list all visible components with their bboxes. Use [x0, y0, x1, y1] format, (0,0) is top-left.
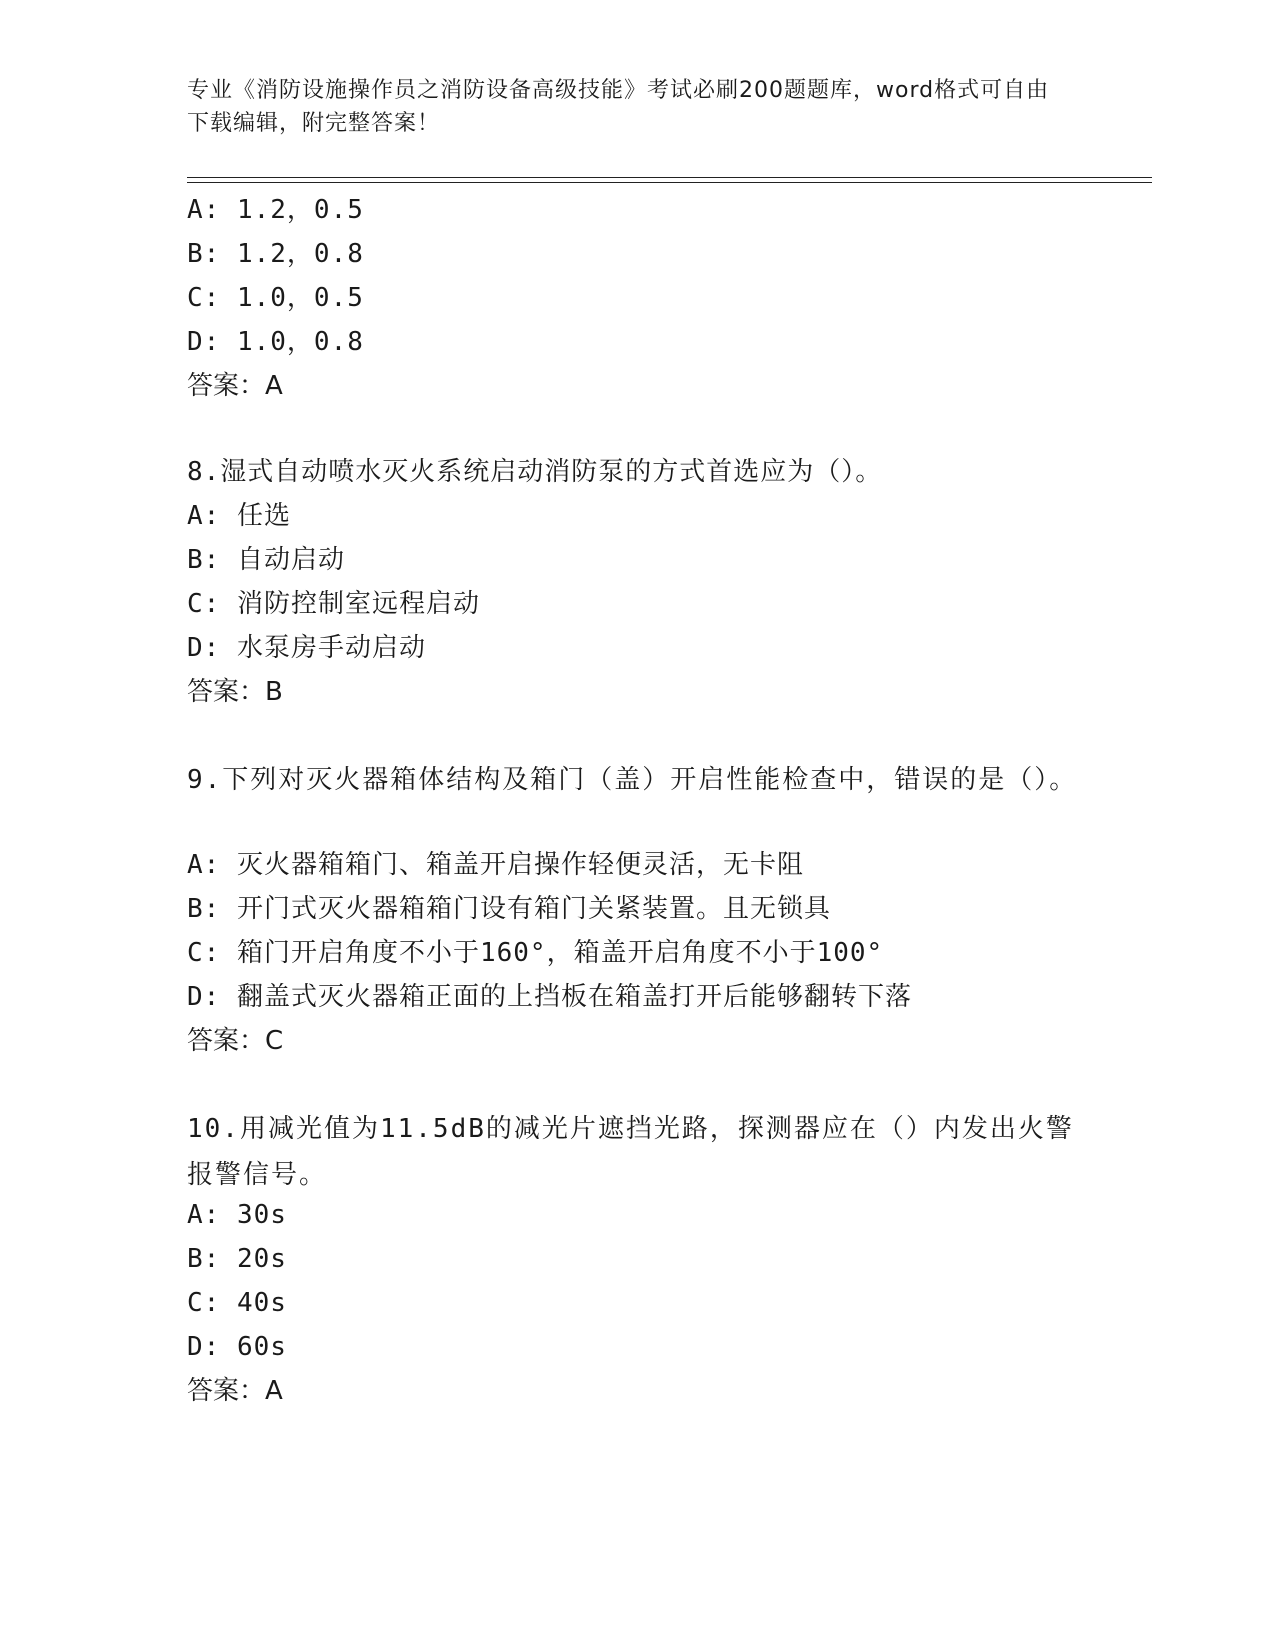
q9-answer: 答案：C: [187, 1026, 284, 1056]
header-rule-bottom: [187, 182, 1152, 183]
q9-option-c: C: 箱门开启角度不小于160°，箱盖开启角度不小于100°: [187, 938, 884, 968]
document-header: 专业《消防设施操作员之消防设备高级技能》考试必刷200题题库，word格式可自由下载编辑，附完整答案！: [187, 78, 1050, 136]
q9-option-b: B: 开门式灭火器箱箱门设有箱门关紧装置。且无锁具: [187, 894, 831, 924]
q10-option-d: D: 60s: [187, 1332, 287, 1362]
q8-answer: 答案：B: [187, 677, 283, 707]
q10-answer: 答案：A: [187, 1376, 283, 1406]
q10-option-c: C: 40s: [187, 1288, 287, 1318]
q7-option-b: B: 1.2，0.8: [187, 239, 364, 269]
q8-stem: 8.湿式自动喷水灭火系统启动消防泵的方式首选应为（）。: [187, 457, 883, 487]
q7-answer: 答案：A: [187, 371, 283, 401]
q8-option-c: C: 消防控制室远程启动: [187, 589, 480, 619]
q10-option-b: B: 20s: [187, 1244, 287, 1274]
q7-option-c: C: 1.0，0.5: [187, 283, 364, 313]
q8-option-a: A: 任选: [187, 501, 291, 531]
q9-option-d: D: 翻盖式灭火器箱正面的上挡板在箱盖打开后能够翻转下落: [187, 982, 912, 1012]
q7-option-a: A: 1.2，0.5: [187, 195, 364, 225]
header-rule-top: [187, 177, 1152, 178]
q9-stem: 9.下列对灭火器箱体结构及箱门（盖）开启性能检查中，错误的是（）。: [187, 765, 1078, 795]
q10-option-a: A: 30s: [187, 1200, 287, 1230]
q8-option-d: D: 水泵房手动启动: [187, 633, 426, 663]
q8-option-b: B: 自动启动: [187, 545, 345, 575]
q10-stem: 10.用减光值为11.5dB的减光片遮挡光路，探测器应在（）内发出火警报警信号。: [187, 1114, 1074, 1190]
q9-option-a: A: 灭火器箱箱门、箱盖开启操作轻便灵活，无卡阻: [187, 850, 804, 880]
q7-option-d: D: 1.0，0.8: [187, 327, 364, 357]
